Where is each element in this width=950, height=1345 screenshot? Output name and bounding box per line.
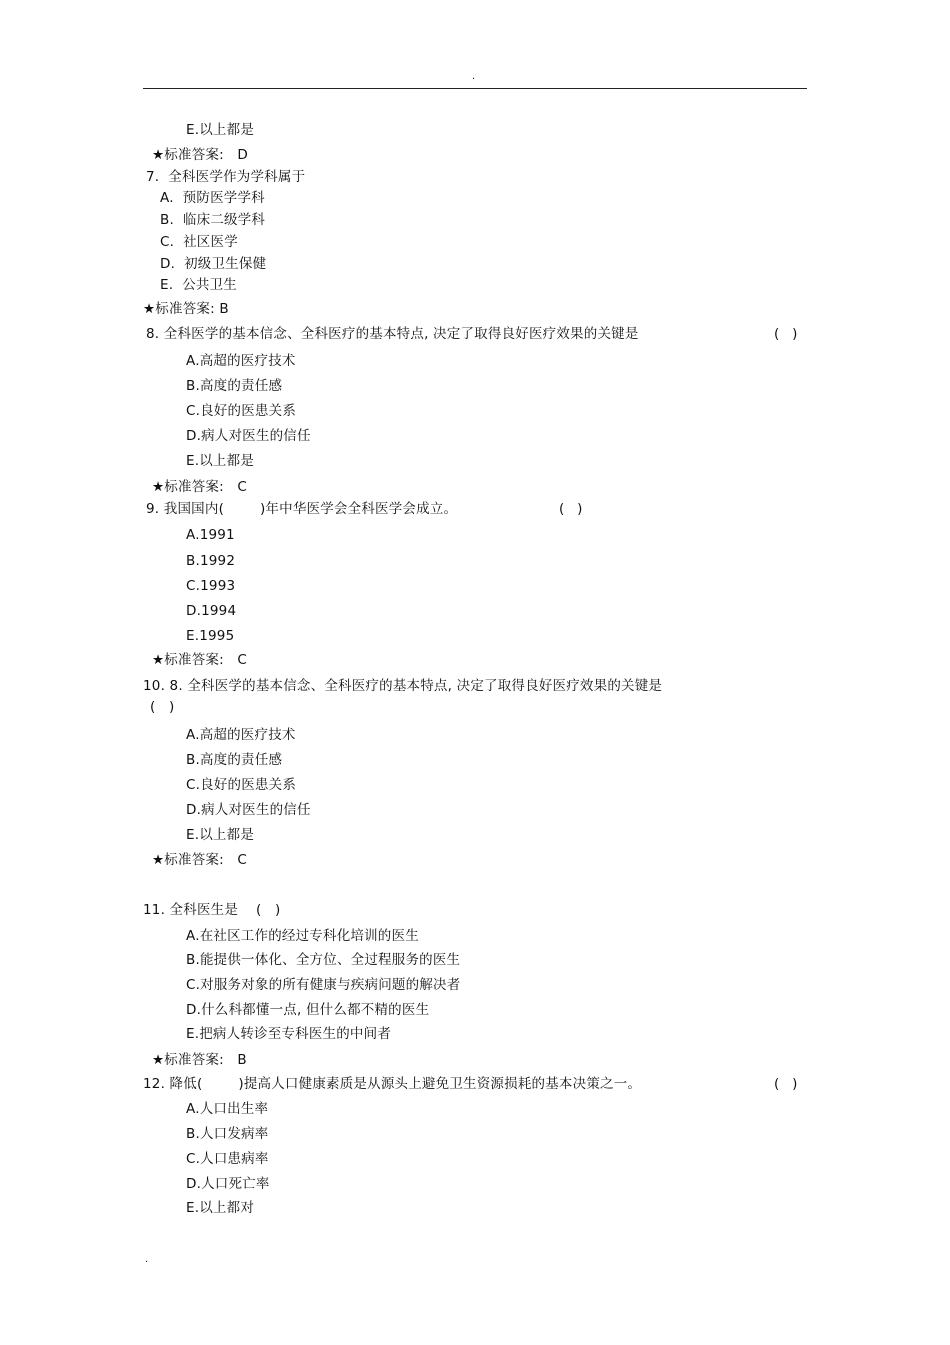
option-line: B.1992 [186, 553, 236, 569]
option-line: A.高超的医疗技术 [186, 727, 296, 743]
option-line: B. 临床二级学科 [160, 212, 266, 228]
question-line: 12. 降低( )提高人口健康素质是从源头上避免卫生资源损耗的基本决策之一。 [143, 1076, 642, 1092]
option-line: E.以上都是 [186, 453, 255, 469]
answer-line: ★标准答案: B [143, 301, 229, 317]
footer-mark: . [145, 1254, 149, 1265]
option-line: A.人口出生率 [186, 1101, 269, 1117]
option-line: B.高度的责任感 [186, 752, 283, 768]
question-line: 8. 全科医学的基本信念、全科医疗的基本特点, 决定了取得良好医疗效果的关键是 [146, 326, 639, 342]
option-line: D.1994 [186, 603, 237, 619]
option-line: C.人口患病率 [186, 1151, 269, 1167]
option-line: C. 社区医学 [160, 234, 238, 250]
option-line: A.高超的医疗技术 [186, 353, 296, 369]
answer-line: ★标准答案: B [152, 1052, 247, 1068]
option-line: E.把病人转诊至专科医生的中间者 [186, 1026, 392, 1042]
option-line: A.1991 [186, 527, 235, 543]
option-line: B.高度的责任感 [186, 378, 283, 394]
option-line: D.病人对医生的信任 [186, 802, 311, 818]
answer-line: ★标准答案: D [152, 147, 248, 163]
option-line: C.良好的医患关系 [186, 403, 297, 419]
option-line: C.1993 [186, 578, 236, 594]
answer-paren: ( ) [774, 1076, 798, 1092]
option-line: E.以上都对 [186, 1200, 255, 1216]
question-line: 9. 我国国内( )年中华医学会全科医学会成立。 [146, 501, 458, 517]
option-line: E.以上都是 [186, 122, 255, 138]
option-line: E. 公共卫生 [160, 277, 238, 293]
header-rule [143, 88, 807, 89]
option-line: D. 初级卫生保健 [160, 256, 267, 272]
answer-line: ★标准答案: C [152, 479, 247, 495]
option-line: E.1995 [186, 628, 235, 644]
option-line: E.以上都是 [186, 827, 255, 843]
option-line: C.良好的医患关系 [186, 777, 297, 793]
option-line: D.病人对医生的信任 [186, 428, 311, 444]
answer-paren: ( ) [774, 326, 798, 342]
answer-paren: ( ) [559, 501, 583, 517]
option-line: C.对服务对象的所有健康与疾病问题的解决者 [186, 977, 461, 993]
option-line: D.人口死亡率 [186, 1176, 270, 1192]
answer-line: ★标准答案: C [152, 652, 247, 668]
header-mark: . [472, 71, 476, 82]
option-line: A. 预防医学学科 [160, 190, 265, 206]
question-line: 11. 全科医生是 ( ) [143, 902, 281, 918]
question-line: 10. 8. 全科医学的基本信念、全科医疗的基本特点, 决定了取得良好医疗效果的关键是 [143, 678, 663, 694]
option-line: D.什么科都懂一点, 但什么都不精的医生 [186, 1002, 430, 1018]
option-line: B.能提供一体化、全方位、全过程服务的医生 [186, 952, 461, 968]
option-line: B.人口发病率 [186, 1126, 269, 1142]
question-paren-line: ( ) [150, 699, 175, 715]
answer-line: ★标准答案: C [152, 852, 247, 868]
question-line: 7. 全科医学作为学科属于 [146, 169, 306, 185]
option-line: A.在社区工作的经过专科化培训的医生 [186, 928, 419, 944]
